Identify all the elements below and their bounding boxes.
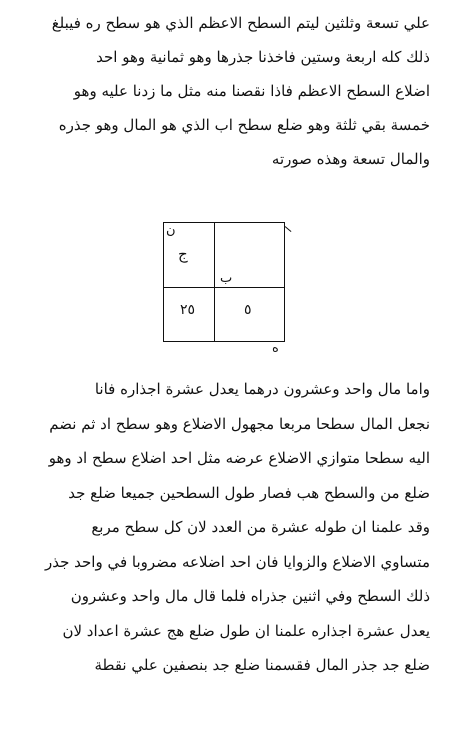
text-line: يعدل عشرة اجذاره علمنا ان طول ضلع هج عشرة اعداد لان: [62, 621, 430, 640]
text-line: والمال تسعة وهذه صورته: [271, 150, 430, 168]
text-line: وقد علمنا ان طوله عشرة من العدد لان كل سطح مربع: [91, 518, 430, 536]
figure-corner-tick: [285, 226, 292, 232]
figure-label-upper-left: ج: [178, 245, 188, 263]
figure-label-lower-right: ٥: [244, 302, 252, 318]
text-line: ذلك السطح وفي اثنين جذراه فلما قال مال واحد وعشرون: [70, 587, 430, 605]
figure-label-corner-h: ه: [272, 341, 279, 356]
paragraph-2: [18, 372, 430, 683]
text-line: اليه سطحا متوازي الاضلاع عرضه مثل احد اضلاع سطح اد وهو: [48, 449, 430, 467]
text-line: اضلاع السطح الاعظم فاذا نقصنا منه مثل ما زدنا عليه وهو: [73, 82, 430, 100]
text-line: ضلع جد جذر المال فقسمنا ضلع جد بنصفين علي نقطة: [94, 656, 430, 674]
figure-label-lower-left: ٢٥: [180, 302, 196, 318]
text-line: واما مال واحد وعشرون درهما يعدل عشرة اجذاره فانا: [94, 380, 430, 398]
text-line: علي تسعة وثلثين ليتم السطح الاعظم الذي هو سطح ره فيبلغ: [51, 14, 430, 32]
text-line: نجعل المال سطحا مربعا مجهول الاضلاع وهو سطح اد ثم نضم: [49, 414, 430, 433]
text-line: خمسة بقي ثلثة وهو ضلع سطح اب الذي هو المال وهو جذره: [58, 116, 430, 134]
text-line: ذلك كله اربعة وستين فاخذنا جذرها وهو ثمانية وهو احد: [96, 48, 430, 66]
paragraph-1: [18, 6, 430, 176]
text-line: متساوي الاضلاع والزوايا فان احد اضلاعه مضروبا في واحد جذر: [44, 552, 430, 571]
text-line: ضلع من والسطح هب فصار طول السطحين جميعا ضلع جد: [68, 483, 430, 502]
figure-outer-square: [163, 222, 285, 342]
figure-horizontal-divider: [163, 287, 285, 288]
figure-label-center: ب: [220, 271, 233, 286]
figure-label-corner-n: ن: [166, 223, 176, 238]
figure-vertical-divider: [214, 222, 215, 342]
